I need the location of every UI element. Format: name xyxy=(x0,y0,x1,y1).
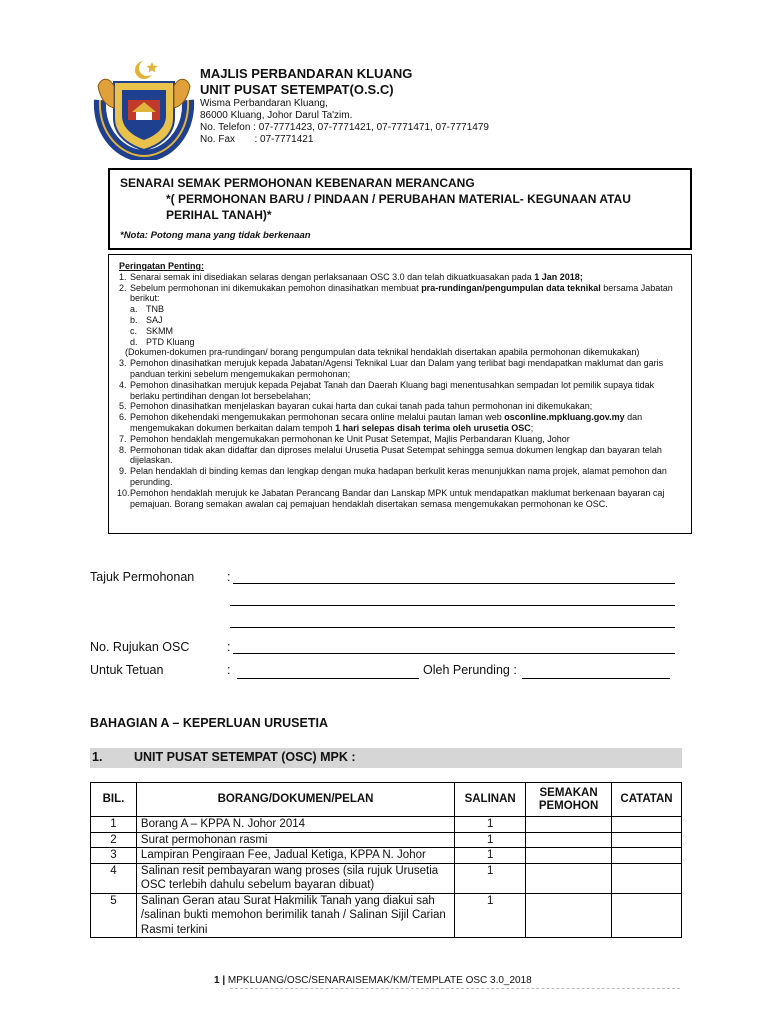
tajuk-input-line-2[interactable] xyxy=(230,604,675,606)
note-sub-item: c. SKMM xyxy=(130,325,173,336)
strike-out-note: *Nota: Potong mana yang tidak berkenaan xyxy=(120,230,311,241)
note-item: 10. Pemohon hendaklah merujuk ke Jabatan Perancang Bandar dan Lanskap MPK untuk mendapatkan maklumat berkenaan bayaran caj pemajuan. Borang semakan awalan caj pemajuan hendaklah disertakan semasa mengemukakan permohonan ke OSC. xyxy=(117,487,665,509)
row-number: 5 xyxy=(91,893,137,938)
table-row xyxy=(91,893,682,938)
note-item: 7. Pemohon hendaklah mengemukakan permohonan ke Unit Pusat Setempat, Majlis Perbandaran Kluang, Johor xyxy=(119,433,570,444)
row-number: 4 xyxy=(91,863,137,893)
table-row xyxy=(91,817,682,833)
address-line-1: Wisma Perbandaran Kluang, xyxy=(200,98,328,109)
fax-line: No. Fax : 07-7771421 xyxy=(200,134,314,145)
tetuan-label: Untuk Tetuan xyxy=(90,663,164,677)
section-1-title: UNIT PUSAT SETEMPAT (OSC) MPK : xyxy=(134,750,356,764)
row-copies: 1 xyxy=(455,848,526,864)
row-copies: 1 xyxy=(455,863,526,893)
checklist-title-box xyxy=(108,168,692,250)
note-item: 2. Sebelum permohonan ini dikemukakan pemohon dinasihatkan membuat pra-rundingan/pengumpulan data teknikal bersama Jabatan berikut: xyxy=(119,282,673,304)
row-document: Borang A – KPPA N. Johor 2014 xyxy=(136,817,454,833)
tajuk-input-line-1[interactable] xyxy=(233,582,675,584)
note-sub-item: d. PTD Kluang xyxy=(130,336,195,347)
osc-online-link[interactable]: osconline.mpkluang.gov.my xyxy=(504,412,625,423)
page-footer: 1 | MPKLUANG/OSC/SENARAISEMAK/KM/TEMPLATE OSC 3.0_2018 xyxy=(214,975,532,986)
perunding-input-line[interactable] xyxy=(522,677,670,679)
row-remarks-cell[interactable] xyxy=(612,863,682,893)
row-applicant-check-cell[interactable] xyxy=(526,893,612,938)
row-document: Salinan Geran atau Surat Hakmilik Tanah yang diakui sah /salinan bukti memohon berimilik tanah / Salinan Sijil Carian Rasmi terkini xyxy=(136,893,454,938)
document-reference: MPKLUANG/OSC/SENARAISEMAK/KM/TEMPLATE OSC 3.0_2018 xyxy=(227,975,532,986)
table-row xyxy=(91,848,682,864)
col-header-semakan: SEMAKAN PEMOHON xyxy=(526,783,612,817)
row-document: Surat permohonan rasmi xyxy=(136,832,454,848)
footer-rule xyxy=(230,988,680,989)
note-item: 1. Senarai semak ini disediakan selaras dengan perlaksanaan OSC 3.0 dan telah dikuatkuasakan pada 1 Jan 2018; xyxy=(119,271,583,282)
colon: : xyxy=(227,570,231,584)
table-header-row xyxy=(91,783,682,817)
row-applicant-check-cell[interactable] xyxy=(526,848,612,864)
tetuan-input-line[interactable] xyxy=(237,677,419,679)
col-header-bil: BIL. xyxy=(91,783,137,817)
row-copies: 1 xyxy=(455,832,526,848)
unit-name: UNIT PUSAT SETEMPAT(O.S.C) xyxy=(200,82,394,97)
col-header-dokumen: BORANG/DOKUMEN/PELAN xyxy=(136,783,454,817)
row-remarks-cell[interactable] xyxy=(612,893,682,938)
colon: : xyxy=(227,663,231,677)
tajuk-input-line-3[interactable] xyxy=(230,626,675,628)
row-remarks-cell[interactable] xyxy=(612,832,682,848)
address-line-2: 86000 Kluang, Johor Darul Ta'zim. xyxy=(200,110,353,121)
colon: : xyxy=(227,640,231,654)
note-item: 3. Pemohon dinasihatkan merujuk kepada Jabatan/Agensi Teknikal Luar dan Dalam yang terlibat bagi mendapatkan maklumat dan garis panduan terkini sebelum mengemukakan permohonan; xyxy=(119,358,664,379)
row-remarks-cell[interactable] xyxy=(612,817,682,833)
row-document: Lampiran Pengiraan Fee, Jadual Ketiga, KPPA N. Johor xyxy=(136,848,454,864)
section-1-number: 1. xyxy=(92,750,103,764)
note-item: 8. Permohonan tidak akan didaftar dan diproses melalui Urusetia Pusat Setempat sehingga semua dokumen lengkap dan bayaran telah dijelaskan. xyxy=(119,444,662,466)
row-remarks-cell[interactable] xyxy=(612,848,682,864)
col-header-catatan: CATATAN xyxy=(612,783,682,817)
application-type-line-2: PERIHAL TANAH)* xyxy=(166,208,272,222)
table-row xyxy=(91,832,682,848)
rujukan-label: No. Rujukan OSC xyxy=(90,640,190,654)
row-number: 1 xyxy=(91,817,137,833)
tajuk-label: Tajuk Permohonan xyxy=(90,570,195,584)
rujukan-input-line[interactable] xyxy=(233,652,675,654)
note-item: 6. Pemohon dikehendaki mengemukakan permohonan secara online melalui pautan laman web osconline.mpkluang.gov.my dan mengemukakan dokumen berkaitan dalam tempoh 1 hari selepas disah terima oleh urusetia OSC; xyxy=(119,412,643,433)
application-type-line: *( PERMOHONAN BARU / PINDAAN / PERUBAHAN MATERIAL- KEGUNAAN ATAU xyxy=(166,192,631,206)
checklist-title: SENARAI SEMAK PERMOHONAN KEBENARAN MERANCANG xyxy=(120,176,475,190)
organisation-name: MAJLIS PERBANDARAN KLUANG xyxy=(200,66,413,81)
row-number: 2 xyxy=(91,832,137,848)
table-row xyxy=(91,863,682,893)
row-copies: 1 xyxy=(455,817,526,833)
note-item: 5. Pemohon dinasihatkan menjelaskan bayaran cukai harta dan cukai tanah pada tahun permohonan ini dikemukakan; xyxy=(119,401,593,412)
col-header-salinan: SALINAN xyxy=(455,783,526,817)
row-applicant-check-cell[interactable] xyxy=(526,832,612,848)
important-notes-box xyxy=(108,254,692,534)
council-crest-logo xyxy=(92,56,196,160)
pre-consultation-note: (Dokumen-dokumen pra-rundingan/ borang pengumpulan data teknikal hendaklah disertakan apabila permohonan dikemukakan) xyxy=(125,347,640,358)
phone-line: No. Telefon : 07-7771423, 07-7771421, 07-7771471, 07-7771479 xyxy=(200,122,489,133)
row-applicant-check-cell[interactable] xyxy=(526,863,612,893)
notes-heading: Peringatan Penting: xyxy=(119,261,205,271)
section-a-heading: BAHAGIAN A – KEPERLUAN URUSETIA xyxy=(90,716,328,730)
row-copies: 1 xyxy=(455,893,526,938)
note-item: 9. Pelan hendaklah di binding kemas dan lengkap dengan muka hadapan berkulit keras menunjukkan nama projek, alamat pemohon dan perunding. xyxy=(119,466,667,487)
row-applicant-check-cell[interactable] xyxy=(526,817,612,833)
note-item: 4. Pemohon dinasihatkan merujuk kepada Pejabat Tanah dan Daerah Kluang bagi menentusahkan sempadan lot pemilik supaya tidak berlaku pertindihan dengan lot bersebelahan; xyxy=(119,379,655,401)
row-number: 3 xyxy=(91,848,137,864)
perunding-label: Oleh Perunding : xyxy=(423,663,517,677)
note-sub-item: a. TNB xyxy=(130,304,164,315)
row-document: Salinan resit pembayaran wang proses (sila rujuk Urusetia OSC terlebih dahulu sebelum bayaran dibuat) xyxy=(136,863,454,893)
document-checklist-table xyxy=(90,782,682,938)
note-sub-item: b. SAJ xyxy=(130,314,163,325)
page-number: 1 xyxy=(214,975,220,986)
